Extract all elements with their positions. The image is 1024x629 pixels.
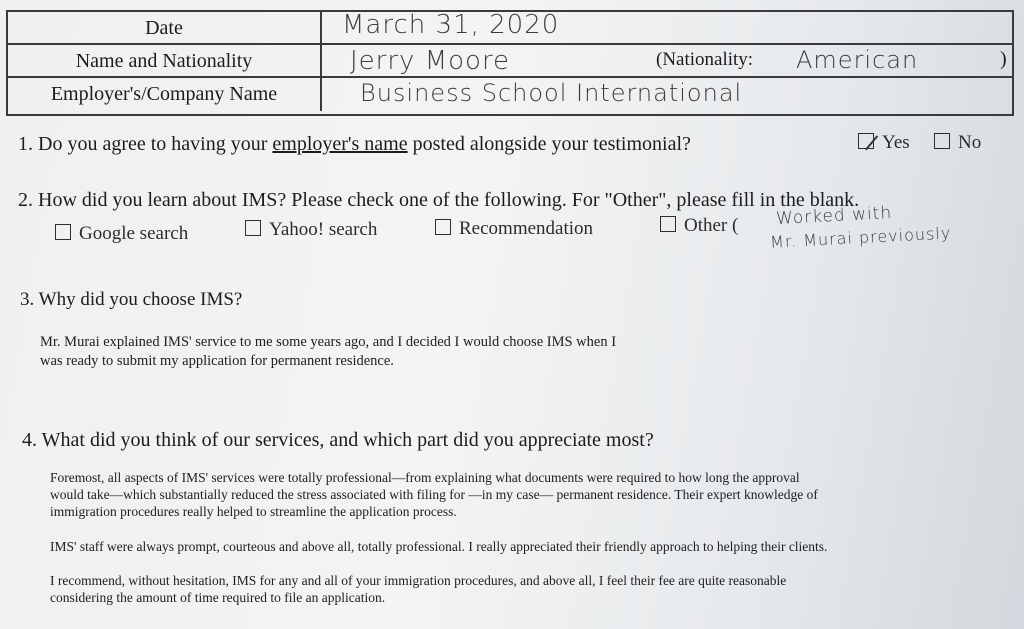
nationality-value[interactable]: American xyxy=(796,46,919,74)
header-table xyxy=(6,10,1014,116)
no-label: No xyxy=(958,132,982,153)
q1-text-start: 1. Do you agree to having your xyxy=(18,133,273,155)
yahoo-label: Yahoo! search xyxy=(269,219,378,240)
nationality-label: (Nationality: xyxy=(656,49,754,70)
yes-label: Yes xyxy=(882,132,910,153)
recommendation-label: Recommendation xyxy=(459,218,594,239)
other-fill-line1[interactable]: Worked with xyxy=(775,202,893,230)
other-fill-line2[interactable]: Mr. Murai previously xyxy=(769,223,952,252)
employer-row xyxy=(8,78,1012,111)
date-row xyxy=(8,12,1012,45)
name-value[interactable]: Jerry Moore xyxy=(350,46,511,76)
q4-para1-line2: would take—which substantially reduced the stress associated with filing for —in my case— permanent residence. Their expert knowledge of xyxy=(50,487,818,502)
q4-para3-line2: considering the amount of time required to file an application. xyxy=(50,590,386,605)
other-checkbox[interactable] xyxy=(660,216,676,232)
yahoo-checkbox[interactable] xyxy=(245,220,261,236)
google-label: Google search xyxy=(79,223,189,244)
other-label: Other ( xyxy=(684,215,739,236)
option-recommendation[interactable] xyxy=(435,218,593,240)
question-4: 4. What did you think of our services, and which part did you appreciate most? xyxy=(22,429,654,451)
name-row xyxy=(8,45,1012,78)
q4-para1-line3: immigration procedures really helped to streamline the application process. xyxy=(50,504,457,519)
employer-value[interactable]: Business School International xyxy=(360,79,743,107)
name-label: Name and Nationality xyxy=(8,45,322,76)
nationality-close: ) xyxy=(1000,48,1007,70)
q3-answer-line1: Mr. Murai explained IMS' service to me some years ago, and I decided I would choose IMS when I xyxy=(40,334,617,350)
no-checkbox[interactable] xyxy=(934,133,950,149)
question-1 xyxy=(18,133,691,156)
question-2: 2. How did you learn about IMS? Please check one of the following. For "Other", please fill in the blank. xyxy=(18,189,860,211)
recommendation-checkbox[interactable] xyxy=(435,219,451,235)
q3-answer-line2: was ready to submit my application for permanent residence. xyxy=(40,353,394,369)
google-checkbox[interactable] xyxy=(55,224,71,240)
q1-employer-name: employer's name xyxy=(272,133,408,155)
question-3: 3. Why did you choose IMS? xyxy=(20,289,243,310)
option-other[interactable] xyxy=(660,215,738,237)
employer-label: Employer's/Company Name xyxy=(8,78,322,111)
q1-yes[interactable] xyxy=(858,132,910,154)
option-google[interactable] xyxy=(55,223,188,245)
q4-para1-line1: Foremost, all aspects of IMS' services were totally professional—from explaining what documents were required to how long the approval xyxy=(50,470,800,485)
option-yahoo[interactable] xyxy=(245,219,377,241)
date-label: Date xyxy=(8,12,322,43)
q4-para2: IMS' staff were always prompt, courteous and above all, totally professional. I really appreciated their friendly approach to helping their clients. xyxy=(50,539,828,554)
q1-text-end: posted alongside your testimonial? xyxy=(407,133,691,155)
date-value[interactable]: March 31, 2020 xyxy=(342,10,560,40)
q1-no[interactable] xyxy=(934,132,981,154)
q4-para3-line1: I recommend, without hesitation, IMS for any and all of your immigration procedures, and above all, I feel their fee are quite reasonable xyxy=(50,573,787,588)
yes-checkbox[interactable] xyxy=(858,133,874,149)
